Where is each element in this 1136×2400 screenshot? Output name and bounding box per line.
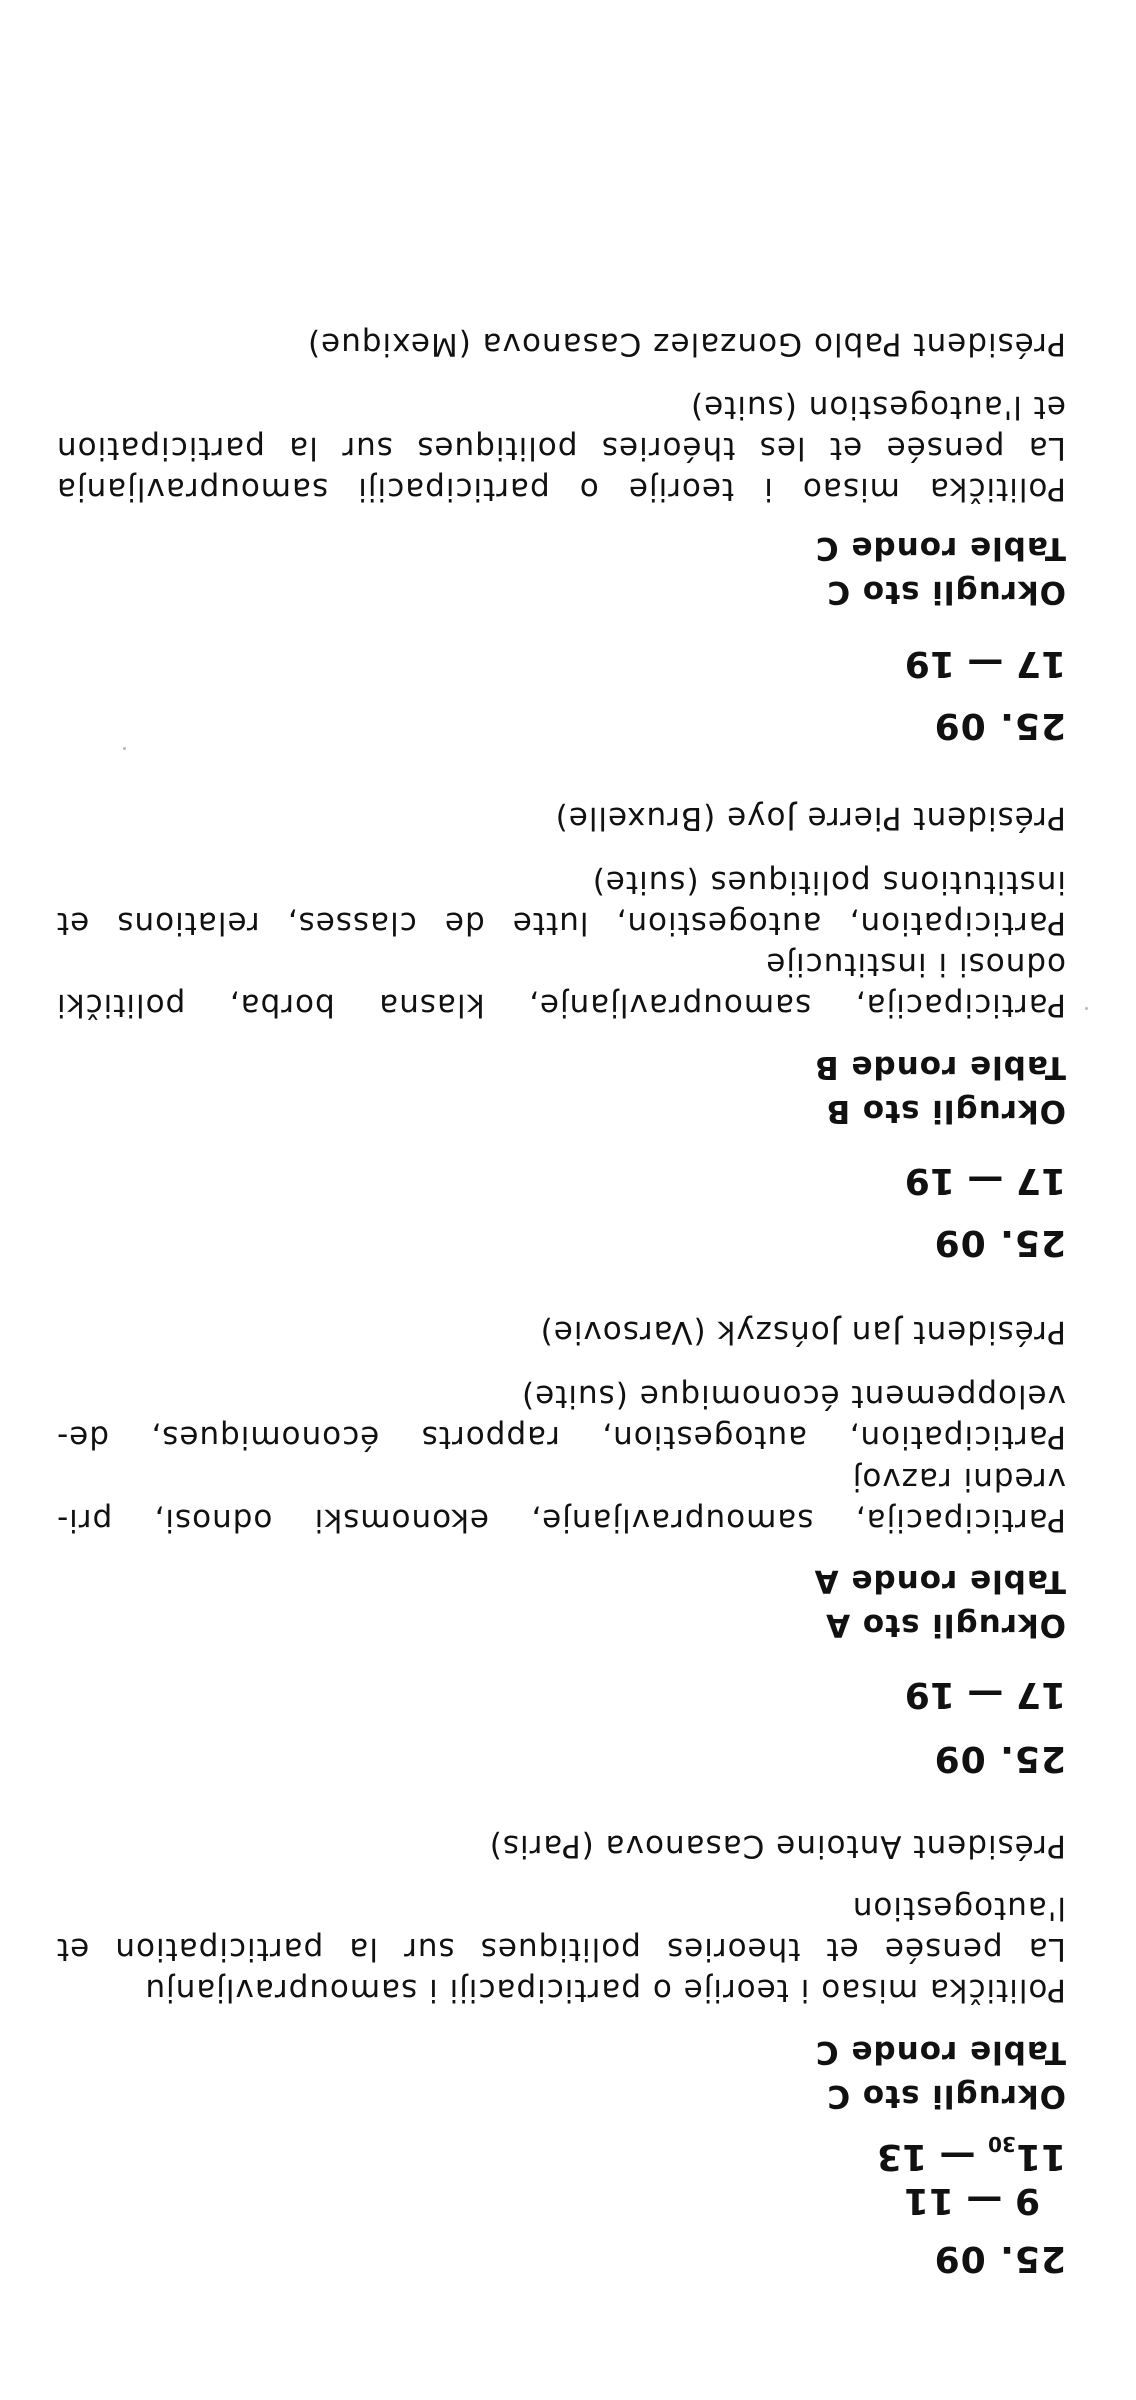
topic-text-fr: veloppement économique (suite) bbox=[521, 1378, 1066, 1414]
round-table-title: Okrugli sto B bbox=[825, 1093, 1066, 1129]
scan-speck bbox=[123, 747, 126, 750]
session-time: $11^{30}$ — 13 bbox=[876, 2132, 1066, 2177]
session-date: 25. 09 bbox=[933, 1738, 1066, 1779]
round-table-title-fr: Table ronde C bbox=[814, 2034, 1066, 2070]
round-table-title: Okrugli sto A bbox=[825, 1607, 1066, 1643]
topic-text: odnosi i institucije bbox=[765, 946, 1066, 982]
topic-text: Politička misao i teorije o participaciji samoupravljanja bbox=[56, 471, 1066, 507]
topic-text-fr: l'autogestion bbox=[851, 1890, 1066, 1926]
topic-text-fr: La pensée et les théories politiques sur la participation bbox=[56, 430, 1066, 466]
topic-text: Politička misao i teorije o participaciji i samoupravljanju bbox=[144, 1972, 1066, 2008]
session-date: 25. 09 bbox=[933, 2238, 1066, 2279]
round-table-title-fr: Table ronde B bbox=[814, 1049, 1066, 1085]
topic-text: Participacija, samoupravljanje, klasna borba, politički bbox=[56, 987, 1066, 1023]
session-time: 17 — 19 bbox=[904, 643, 1066, 684]
president-line: Président Pablo Gonzalez Casanova (Mexique) bbox=[307, 326, 1066, 362]
president-line: Président Jan Jońszyk (Varsovie) bbox=[539, 1314, 1066, 1350]
round-table-title: Okrugli sto C bbox=[826, 574, 1066, 610]
topic-text-fr: Participation, autogestion, rapports économiques, de- bbox=[56, 1419, 1066, 1455]
topic-text: Participacija, samoupravljanje, ekonomski odnosi, pri- bbox=[56, 1502, 1066, 1538]
topic-text-fr: et l'autogestion (suite) bbox=[690, 389, 1066, 425]
topic-text-fr: Participation, autogestion, lutte de classes, relations et bbox=[56, 905, 1066, 941]
topic-text: vredni razvoj bbox=[851, 1461, 1066, 1497]
president-line: Président Antoine Casanova (Paris) bbox=[488, 1828, 1066, 1864]
session-time: 9 — 11 bbox=[903, 2180, 1040, 2221]
round-table-title-fr: Table ronde C bbox=[814, 530, 1066, 566]
session-time: 17 — 19 bbox=[904, 1674, 1066, 1715]
president-line: Président Pierre Joye (Bruxelle) bbox=[554, 800, 1066, 836]
session-date: 25. 09 bbox=[933, 705, 1066, 746]
scan-speck bbox=[1085, 1007, 1088, 1010]
session-date: 25. 09 bbox=[933, 1222, 1066, 1263]
topic-text-fr: institutions politiques (suite) bbox=[591, 864, 1066, 900]
round-table-title: Okrugli sto C bbox=[826, 2078, 1066, 2114]
round-table-title-fr: Table ronde A bbox=[813, 1563, 1066, 1599]
topic-text-fr: La pensée et theories politiques sur la participation et bbox=[56, 1931, 1066, 1967]
session-time: 17 — 19 bbox=[904, 1160, 1066, 1201]
